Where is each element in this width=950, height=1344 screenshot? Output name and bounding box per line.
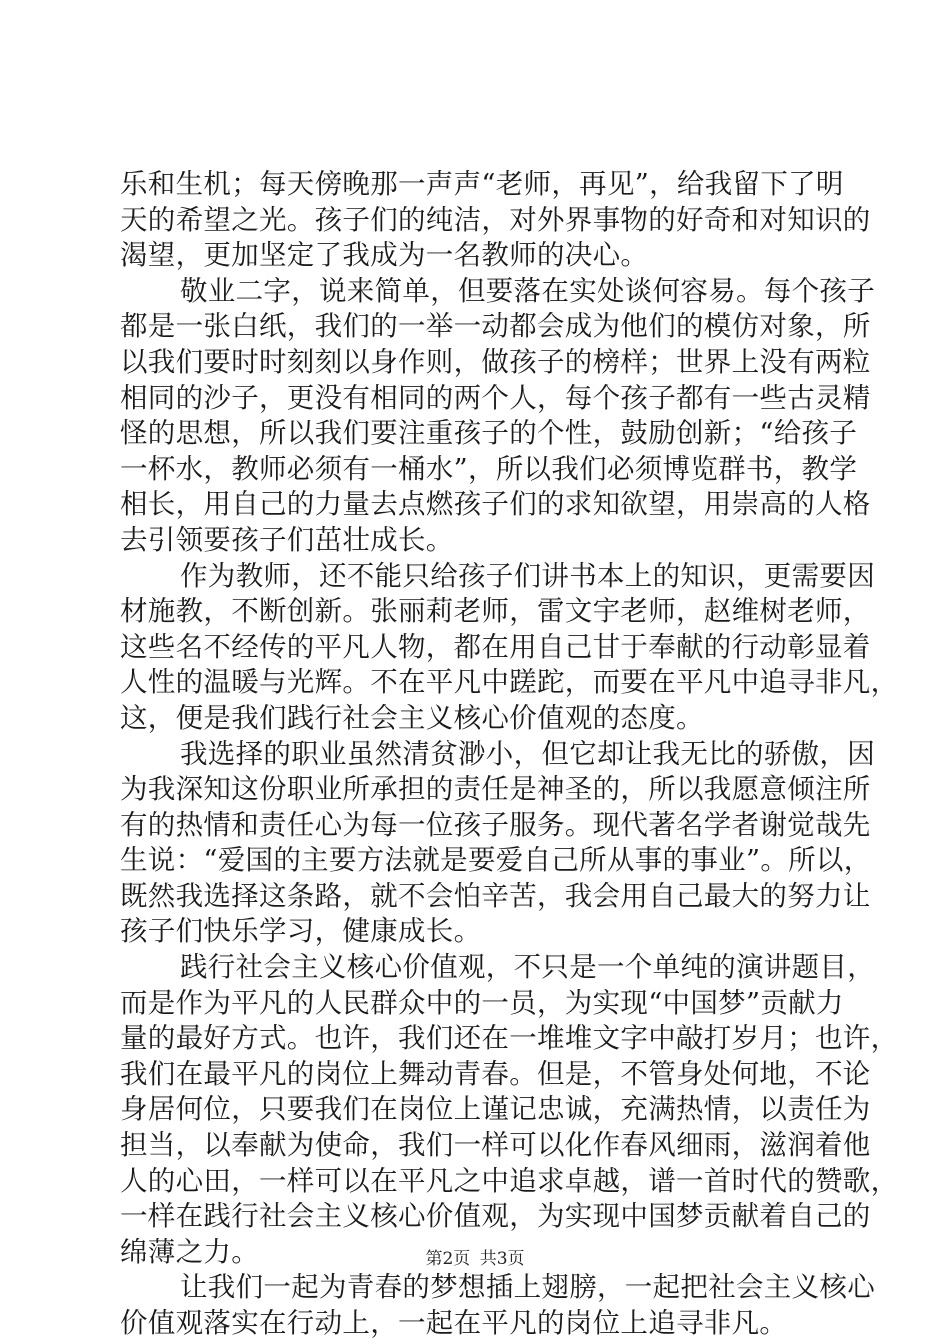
page-number: 第2页	[425, 1249, 471, 1269]
text-line: 价值观落实在行动上，一起在平凡的岗位上追寻非凡。	[120, 1307, 788, 1339]
paragraph-first-line: 让我们一起为青春的梦想插上翅膀，一起把社会主义核心	[180, 1271, 875, 1304]
paragraph-first-line: 践行社会主义核心价值观，不只是一个单纯的演讲题目，	[180, 951, 875, 984]
text-line: 这，便是我们践行社会主义核心价值观的态度。	[120, 701, 704, 734]
page-total: 共3页	[479, 1249, 525, 1269]
text-line: 怪的思想，所以我们要注重孩子的个性，鼓励创新；“给孩子	[120, 417, 858, 450]
text-line: 以我们要时时刻刻以身作则，做孩子的榜样；世界上没有两粒	[120, 345, 871, 378]
text-line: 相同的沙子，更没有相同的两个人，每个孩子都有一些古灵精	[120, 381, 871, 414]
text-line: 这些名不经传的平凡人物，都在用自己甘于奉献的行动彰显着	[120, 630, 871, 663]
text-line: 天的希望之光。孩子们的纯洁，对外界事物的好奇和对知识的	[120, 203, 871, 236]
text-line: 有的热情和责任心为每一位孩子服务。现代著名学者谢觉哉先	[120, 808, 871, 841]
text-line: 材施教，不断创新。张丽莉老师，雷文宇老师，赵维树老师，	[120, 595, 871, 628]
text-line: 一杯水，教师必须有一桶水”，所以我们必须博览群书，教学	[120, 452, 858, 485]
text-line: 担当，以奉献为使命，我们一样可以化作春风细雨，滋润着他	[120, 1129, 871, 1162]
text-line: 乐和生机；每天傍晚那一声声“老师，再见”，给我留下了明	[120, 168, 844, 200]
paragraph-first-line: 敬业二字，说来简单，但要落在实处谈何容易。每个孩子	[180, 274, 875, 307]
text-line: 一样在践行社会主义核心价值观，为实现中国梦贡献着自己的	[120, 1200, 871, 1233]
text-line: 孩子们快乐学习，健康成长。	[120, 915, 482, 948]
text-line: 渴望，更加坚定了我成为一名教师的决心。	[120, 239, 649, 272]
text-line: 相长，用自己的力量去点燃孩子们的求知欲望，用崇高的人格	[120, 488, 871, 521]
paragraph-first-line: 我选择的职业虽然清贫渺小，但它却让我无比的骄傲，因	[180, 737, 875, 770]
text-line: 为我深知这份职业所承担的责任是神圣的，所以我愿意倾注所	[120, 773, 871, 806]
text-line: 身居何位，只要我们在岗位上谨记忠诚，充满热情，以责任为	[120, 1093, 871, 1126]
text-line: 量的最好方式。也许，我们还在一堆堆文字中敲打岁月；也许，	[120, 1022, 899, 1055]
body-text	[120, 167, 899, 1342]
text-line: 我们在最平凡的岗位上舞动青春。但是，不管身处何地，不论	[120, 1057, 871, 1090]
text-line: 绵薄之力。	[120, 1235, 259, 1268]
text-line: 而是作为平凡的人民群众中的一员，为实现“中国梦”贡献力	[120, 986, 844, 1019]
text-line: 既然我选择这条路，就不会怕辛苦，我会用自己最大的努力让	[120, 879, 871, 912]
page-footer	[0, 1244, 950, 1269]
text-line: 去引领要孩子们茁壮成长。	[120, 523, 454, 556]
text-line: 人的心田，一样可以在平凡之中追求卓越，谱一首时代的赞歌，	[120, 1164, 899, 1197]
text-line: 人性的温暖与光辉。不在平凡中蹉跎，而要在平凡中追寻非凡，	[120, 666, 899, 699]
paragraph-first-line: 作为教师，还不能只给孩子们讲书本上的知识，更需要因	[180, 559, 875, 592]
text-line: 生说：“爱国的主要方法就是要爱自己所从事的事业”。所以，	[120, 844, 872, 877]
text-line: 都是一张白纸，我们的一举一动都会成为他们的模仿对象，所	[120, 310, 871, 343]
